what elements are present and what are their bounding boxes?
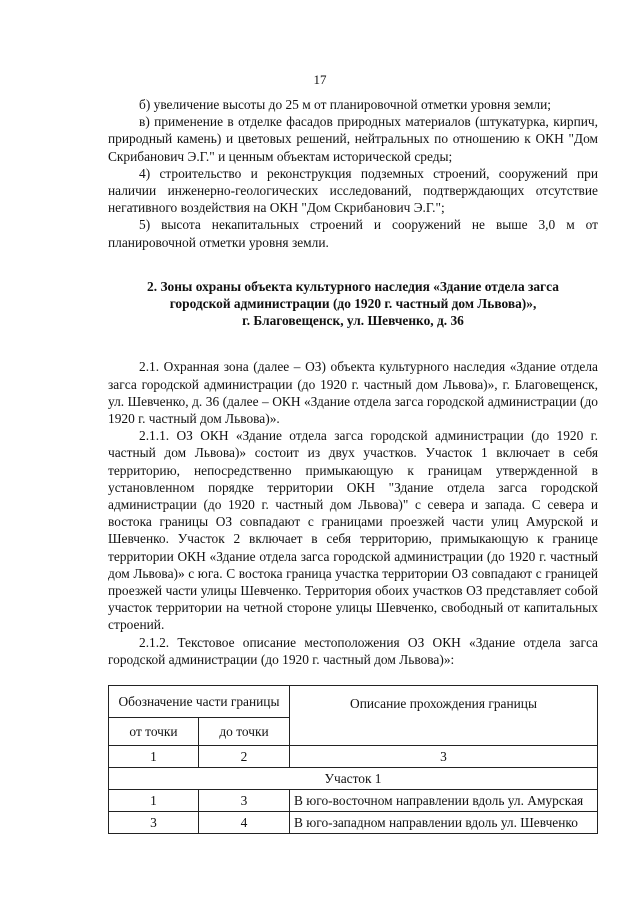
col-number-cell: 3 — [290, 746, 598, 768]
paragraph: 5) высота некапитальных строений и сооружений не выше 3,0 м от планировочной отметки уровня земли. — [108, 217, 598, 250]
col-number-cell: 2 — [199, 746, 290, 768]
document-body — [108, 96, 598, 834]
to-point-cell: 4 — [199, 812, 290, 834]
from-point-cell: 1 — [109, 790, 199, 812]
from-point-cell: 3 — [109, 812, 199, 834]
header-description-cell: Описание прохождения границы — [290, 686, 598, 746]
description-cell: В юго-восточном направлении вдоль ул. Амурская — [290, 790, 598, 812]
section-heading-line: 2. Зоны охраны объекта культурного наследия «Здание отдела загса — [147, 278, 559, 294]
section-label-cell: Участок 1 — [109, 768, 598, 790]
paragraph: 2.1.2. Текстовое описание местоположения ОЗ ОКН «Здание отдела загса городской администрации (до 1920 г. частный дом Львова)»: — [108, 634, 598, 667]
paragraph: 4) строительство и реконструкция подземных строений, сооружений при наличии инженерно-геологических исследований, подтверждающих отсутствие негативного воздействия на ОКН "Дом Скрибанович Э.Г."; — [108, 165, 598, 216]
table-header-row — [109, 686, 598, 718]
table-row — [109, 812, 598, 834]
col-number-cell: 1 — [109, 746, 199, 768]
header-part-cell: Обозначение части границы — [109, 686, 290, 718]
paragraph: б) увеличение высоты до 25 м от планировочной отметки уровня земли; — [139, 97, 551, 112]
header-from-cell: от точки — [109, 718, 199, 746]
page-number: 17 — [313, 72, 327, 87]
table-row — [109, 790, 598, 812]
to-point-cell: 3 — [199, 790, 290, 812]
paragraph: в) применение в отделке фасадов природных материалов (штукатурка, кирпич, природный камень) и цветовых решений, нейтральных по отношению к ОКН "Дом Скрибанович Э.Г." и ценным объектам исторической среды; — [108, 114, 598, 164]
section-heading — [108, 278, 598, 330]
section-heading-line: г. Благовещенск, ул. Шевченко, д. 36 — [242, 313, 464, 329]
boundary-table — [108, 685, 598, 834]
paragraph: 2.1. Охранная зона (далее – ОЗ) объекта культурного наследия «Здание отдела загса городской администрации (до 1920 г. частный дом Львова)», г. Благовещенск, ул. Шевченко, д. 36 (далее – ОКН «Здание отдела загса городской администрации (до 1920 г. частный дом Львова)». — [108, 359, 598, 427]
header-to-cell: до точки — [199, 718, 290, 746]
section-heading-line: городской администрации (до 1920 г. частный дом Львова)», — [169, 296, 537, 312]
paragraph: 2.1.1. ОЗ ОКН «Здание отдела загса городской администрации (до 1920 г. частный дом Львова)» состоит из двух участков. Участок 1 включает в себя территорию, непосредственно примыкающую к границам утвержденной в установленном порядке территории ОКН "Здание отдела загса городской администрации (до 1920 г. частный дом Львова)" с севера и запада. С севера и востока границы ОЗ совпадают с границами проезжей части улиц Амурской и Шевченко. Участок 2 включает в себя территорию, примыкающую к границе территории ОКН «Здание отдела загса городской администрации (до 1920 г. частный дом Львова)» с юга. С востока граница участка территории ОЗ совпадают с границей проезжей части улицы Шевченко. Территория обоих участков ОЗ представляет собой участок территории на четной стороне улицы Шевченко, свободный от капитальных строений. — [108, 428, 598, 633]
table-section-row — [109, 768, 598, 790]
description-cell: В юго-западном направлении вдоль ул. Шевченко — [290, 812, 598, 834]
table-number-row — [109, 746, 598, 768]
